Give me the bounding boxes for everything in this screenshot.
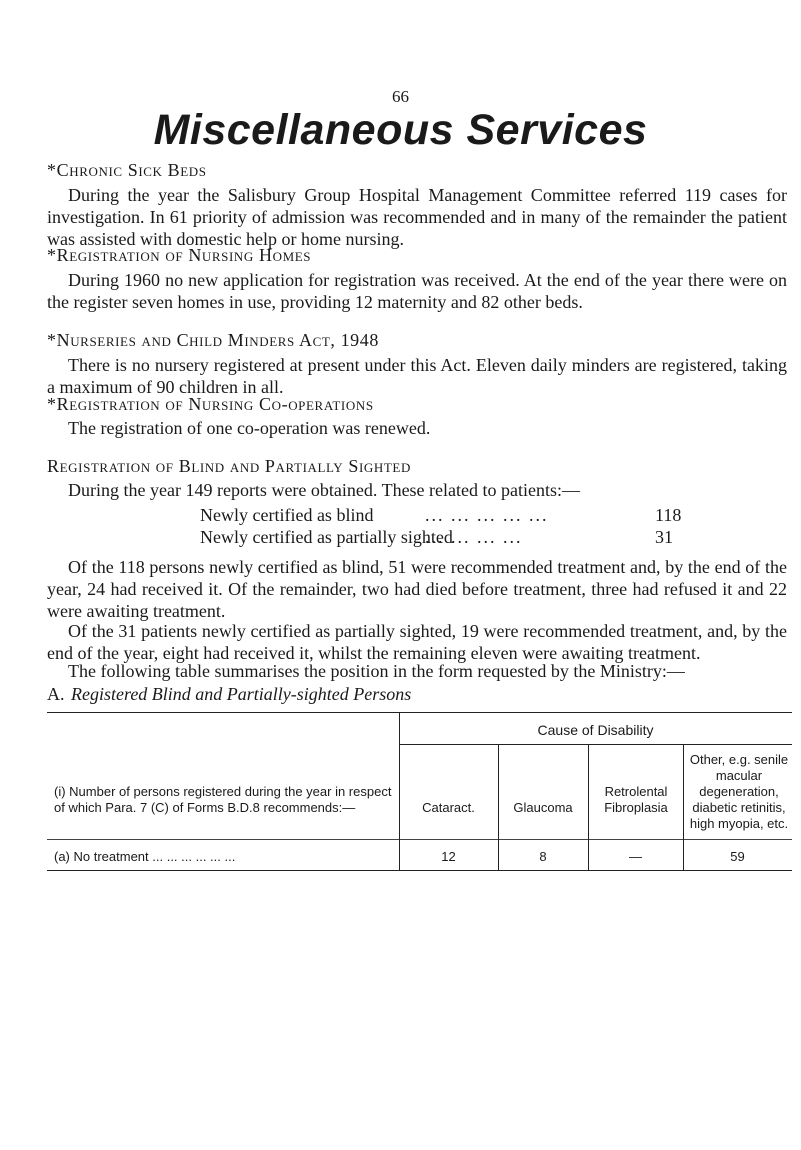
leader-dots: ... ... ... ... [425,527,523,547]
table-header-cause: Cause of Disability [537,722,654,738]
heading-nurseries: *Nurseries and Child Minders Act, 1948 [47,330,379,350]
table-cell: 8 [539,849,547,864]
paragraph-nursing-homes: During 1960 no new application for registration was received. At the end of the year there were on the register seven homes in use, providing 12 maternity and 82 other beds. [47,270,787,312]
section-letter: A. [47,684,65,704]
table-cell: 12 [441,849,456,864]
table-col-header: Glaucoma [513,800,573,815]
disability-table [47,712,792,870]
section-title: Registered Blind and Partially-sighted Persons [71,684,412,704]
list-item-value: 118 [655,505,682,525]
table-row-label-a: (a) No treatment ... ... ... ... ... ... [54,849,236,864]
list-item [200,505,685,526]
table-cell: — [629,849,642,864]
table-rule [47,712,792,713]
page-title: Miscellaneous Services [153,106,648,154]
page-number: 66 [392,87,409,106]
heading-nursing-cooperations: *Registration of Nursing Co-operations [47,394,374,414]
table-rule [399,744,792,745]
paragraph-blind-treatment: Of the 118 persons newly certified as blind, 51 were recommended treatment and, by the end of the year, 24 had received it. Of the remainder, two had died before treatment, three had refused it and 22 were awaiting treatment. [47,557,787,621]
table-col-header: Cataract. [422,800,475,815]
table-row-label-i: (i) Number of persons registered during the year in respect of which Para. 7 (C) of Forms B.D.8 recommends:— [54,784,392,815]
heading-nursing-homes: *Registration of Nursing Homes [47,245,312,265]
paragraph-partially-sighted-treatment: Of the 31 patients newly certified as partially sighted, 19 were recommended treatment, and, by the end of the year, eight had received it, whilst the remaining eleven were awaiting treatment. [47,621,787,663]
table-cell: 59 [730,849,745,864]
table-col-header: Other, e.g. senile macular degeneration, diabetic retinitis, high myopia, etc. [689,752,789,831]
disability-table-continued [47,870,792,871]
paragraph-chronic-sick-beds: During the year the Salisbury Group Hospital Management Committee referred 119 cases for investigation. In 61 priority of admission was recommended and in many of the remainder the patient was assisted with domestic help or home nursing. [47,185,787,249]
paragraph-blind-intro: During the year 149 reports were obtained. These related to patients:— [68,480,580,500]
heading-chronic-sick-beds: *Chronic Sick Beds [47,160,207,180]
list-item [200,527,685,548]
leader-dots: ... ... ... ... ... [425,505,549,525]
list-item-label: Newly certified as partially sighted [200,527,453,547]
paragraph-nurseries: There is no nursery registered at present under this Act. Eleven daily minders are registered, taking a maximum of 90 children in all. [47,355,787,397]
list-item-label: Newly certified as blind [200,505,374,525]
paragraph-table-intro: The following table summarises the position in the form requested by the Ministry:— [68,661,685,681]
list-item-value: 31 [655,527,673,547]
paragraph-nursing-cooperations: The registration of one co-operation was renewed. [68,418,431,438]
table-col-header: Retrolental Fibroplasia [604,784,668,815]
table-rule [47,839,792,840]
heading-blind-partially-sighted: Registration of Blind and Partially Sighted [47,456,411,476]
section-a-heading [47,684,411,705]
